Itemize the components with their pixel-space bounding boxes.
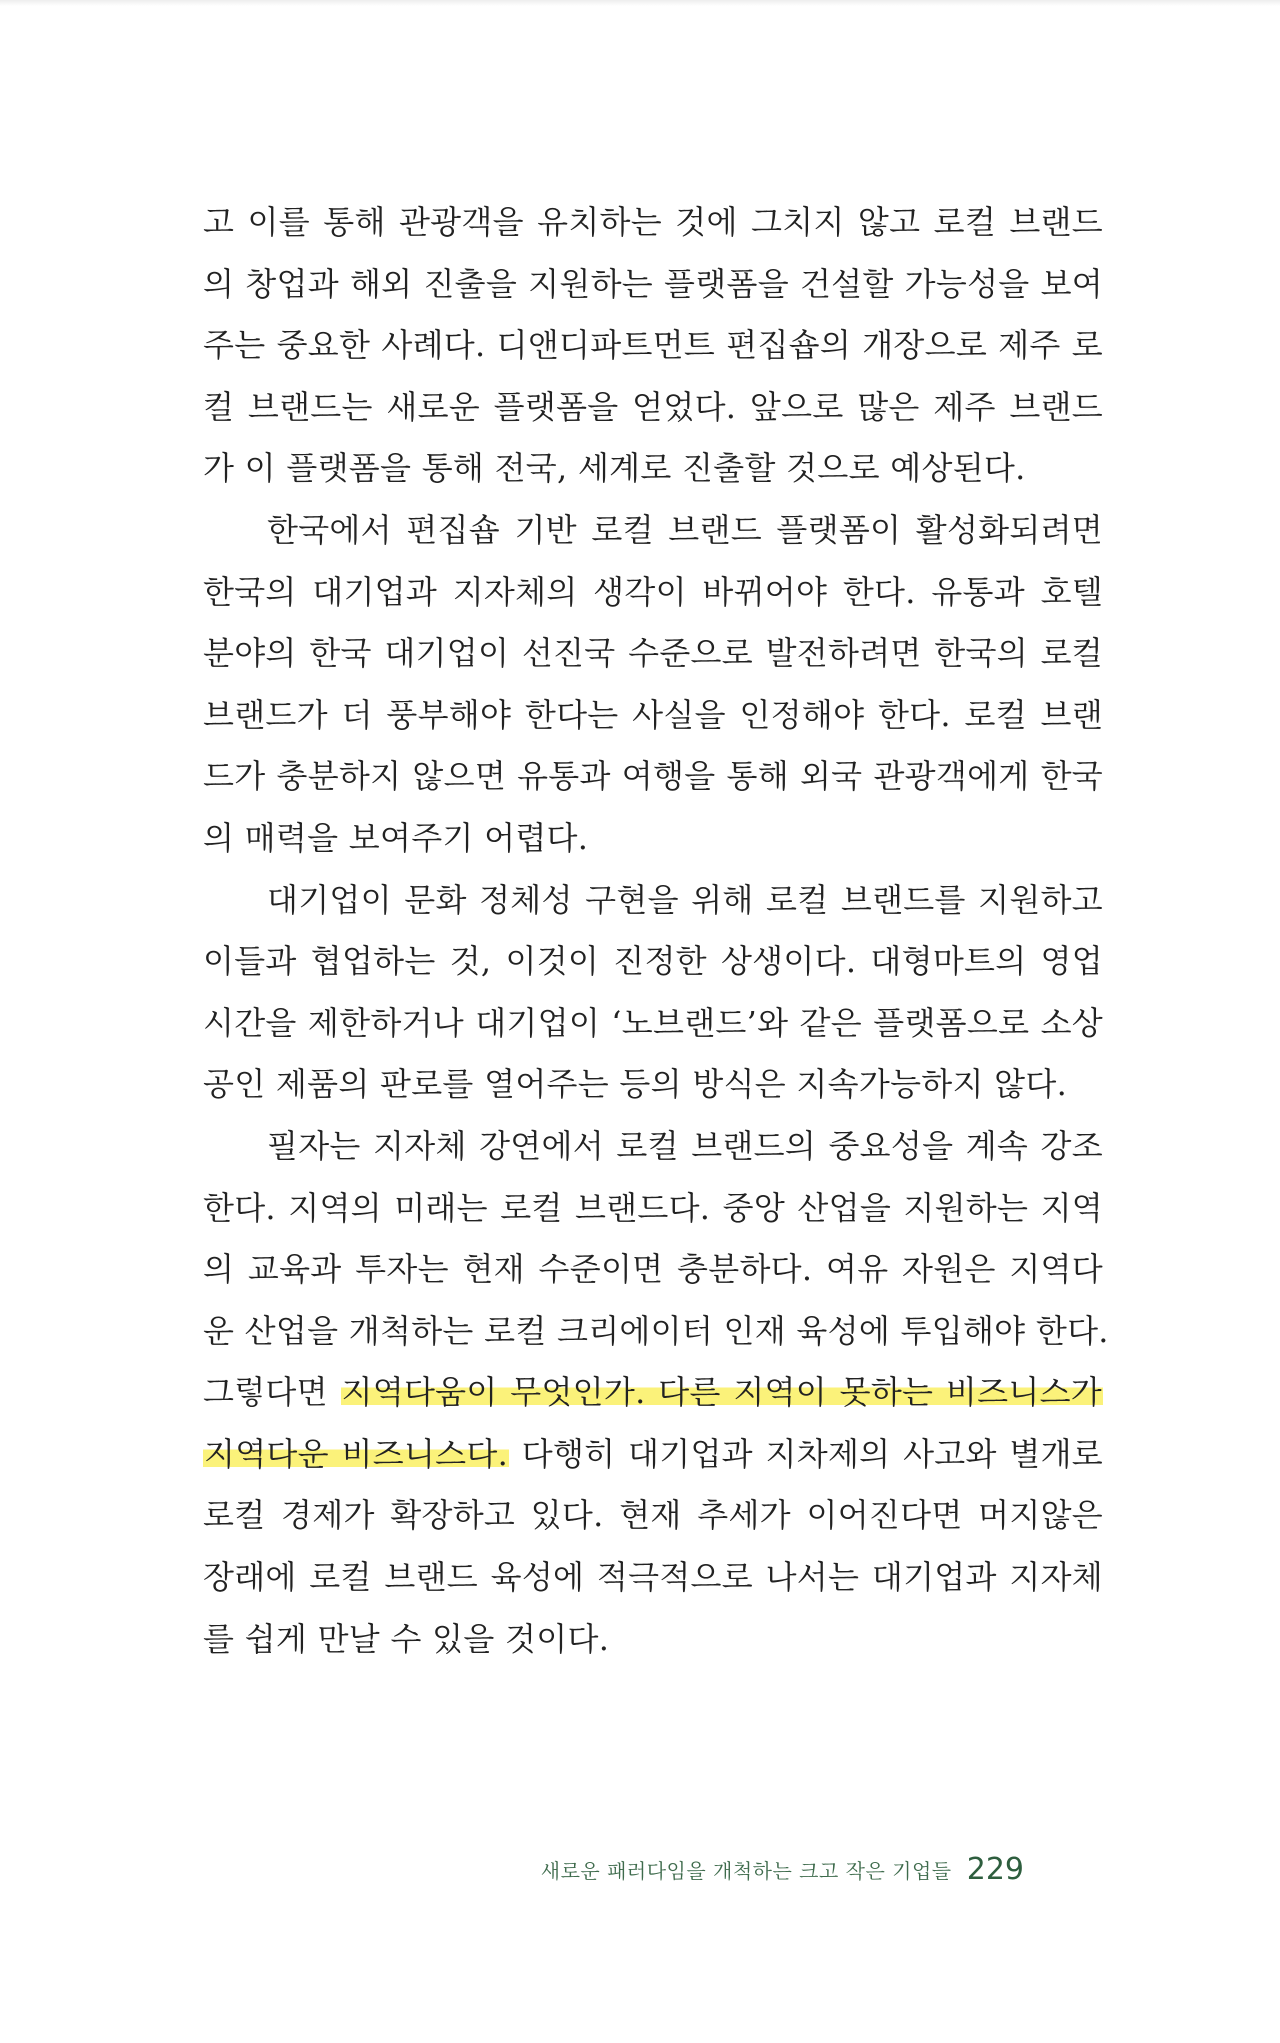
body-line: 한다. 지역의 미래는 로컬 브랜드다. 중앙 산업을 지원하는 지역 — [203, 1188, 1103, 1227]
body-line: 가 이 플랫폼을 통해 전국, 세계로 진출할 것으로 예상된다. — [203, 449, 1026, 488]
body-line: 로컬 경제가 확장하고 있다. 현재 추세가 이어진다면 머지않은 — [203, 1496, 1103, 1535]
page-number: 229 — [966, 1852, 1024, 1887]
page-footer — [0, 1852, 1024, 1887]
body-line: 컬 브랜드는 새로운 플랫폼을 얻었다. 앞으로 많은 제주 브랜드 — [203, 387, 1103, 426]
body-line-paragraph-start: 대기업이 문화 정체성 구현을 위해 로컬 브랜드를 지원하고 — [267, 880, 1103, 919]
body-line: 고 이를 통해 관광객을 유치하는 것에 그치지 않고 로컬 브랜드 — [203, 203, 1103, 241]
body-line: 브랜드가 더 풍부해야 한다는 사실을 인정해야 한다. 로컬 브랜 — [203, 695, 1103, 734]
body-line: 공인 제품의 판로를 열어주는 등의 방식은 지속가능하지 않다. — [203, 1065, 1068, 1104]
body-line: 의 창업과 해외 진출을 지원하는 플랫폼을 건설할 가능성을 보여 — [203, 264, 1103, 303]
page-top-edge — [0, 0, 1280, 6]
body-line: 시간을 제한하거나 대기업이 ‘노브랜드’와 같은 플랫폼으로 소상 — [203, 1003, 1103, 1042]
body-line-highlighted — [203, 1424, 1103, 1486]
body-line: 주는 중요한 사례다. 디앤디파트먼트 편집숍의 개장으로 제주 로 — [203, 326, 1103, 365]
highlighted-text: 지역다운 비즈니스다. — [204, 1434, 509, 1473]
body-line-paragraph-start: 필자는 지자체 강연에서 로컬 브랜드의 중요성을 계속 강조 — [267, 1126, 1103, 1165]
body-line: 장래에 로컬 브랜드 육성에 적극적으로 나서는 대기업과 지자체 — [203, 1558, 1103, 1597]
running-title: 새로운 패러다임을 개척하는 크고 작은 기업들 — [540, 1859, 952, 1883]
body-line: 의 교육과 투자는 현재 수준이면 충분하다. 여유 자원은 지역다 — [203, 1250, 1103, 1289]
body-line: 운 산업을 개척하는 로컬 크리에이터 인재 육성에 투입해야 한다. — [203, 1311, 1109, 1350]
body-text — [203, 192, 1109, 1670]
body-line: 를 쉽게 만날 수 있을 것이다. — [203, 1619, 610, 1658]
body-line: 의 매력을 보여주기 어렵다. — [203, 818, 589, 857]
body-line-highlighted — [203, 1362, 1103, 1424]
highlighted-text: 지역다움이 무엇인가. 다른 지역이 못하는 비즈니스가 — [341, 1373, 1102, 1412]
line-text: 그렇다면 — [203, 1373, 341, 1412]
body-line: 한국의 대기업과 지자체의 생각이 바뀌어야 한다. 유통과 호텔 — [203, 572, 1103, 611]
body-line-paragraph-start: 한국에서 편집숍 기반 로컬 브랜드 플랫폼이 활성화되려면 — [267, 510, 1103, 549]
body-line: 분야의 한국 대기업이 선진국 수준으로 발전하려면 한국의 로컬 — [203, 634, 1103, 673]
line-text: 다행히 대기업과 지차제의 사고와 별개로 — [509, 1434, 1104, 1473]
body-line: 이들과 협업하는 것, 이것이 진정한 상생이다. 대형마트의 영업 — [203, 942, 1103, 981]
body-line: 드가 충분하지 않으면 유통과 여행을 통해 외국 관광객에게 한국 — [203, 757, 1103, 796]
